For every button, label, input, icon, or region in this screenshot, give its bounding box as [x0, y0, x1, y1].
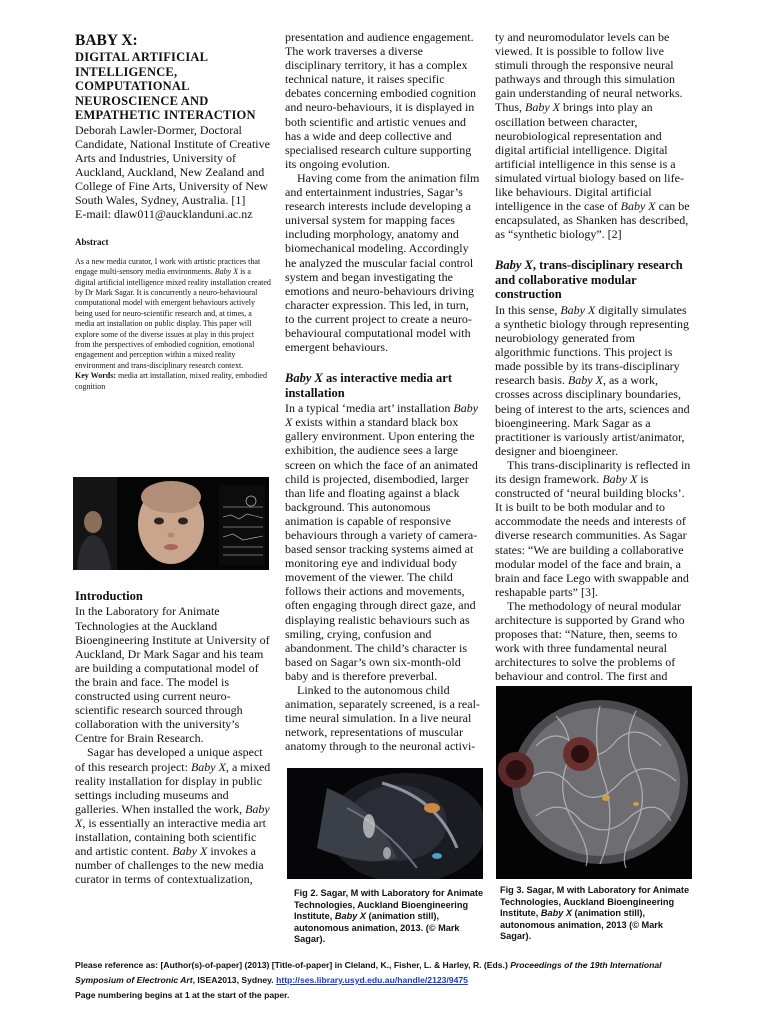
abstract-heading: Abstract	[75, 236, 109, 247]
intro-paragraph-2: Sagar has developed a unique aspect of this research project: Baby X, a mixed reality installation for display in public settings including museums and galleries. When installed the work, Baby X, is essentially an interactive media art installation, containing both scientific and artistic content. Baby X invokes a number of challenges to the new media curator in terms of contextualization,	[75, 745, 271, 887]
col3-paragraph-2: In this sense, Baby X digitally simulates a synthetic biology through representing neurobiology generated from algorithmic functions. This project is made possible by its trans-disciplinary research basis. Baby X, as a work, crosses across disciplinary boundaries, being of interest to the arts, sciences and bioengineering. Mark Sagar as a practitioner is variously artist/animator, designer and bioengineer.	[495, 302, 690, 458]
col2-paragraph-3: In a typical ‘media art’ installation Baby X exists within a standard black box gallery environment. Upon entering the exhibition, the audience sees a large screen on which the face of an animated child is projected, disembodied, larger than life and floating against a black background. This autonomous animation is capable of responsive behaviours through a variety of camera-based sensor tracking systems aimed at monitoring eye and individual body movement of the viewer. The child follows their actions and movements, often engaging through direct gaze, and displaying realistic behaviours such as smiling, crying, confusion and abandonment. The child’s character is based on Sagar’s own six-month-old baby and is therefore preverbal.	[285, 401, 479, 683]
paper-subtitle: DIGITAL ARTIFICIAL INTELLIGENCE, COMPUTATIONAL NEUROSCIENCE AND EMPATHETIC INTERACTION	[75, 50, 256, 122]
col3-paragraph-3: This trans-disciplinarity is reflected in its design framework. Baby X is constructed of ‘neural building blocks’. It is built to be both modular and to accommodate the needs and interests of diverse research communities. As Sagar states: “We are building a collaborative modular model of the face and brain, a brain and face Lego with swappable and reshapable parts” [3].	[495, 457, 691, 599]
author-email: E-mail: dlaw011@aucklanduni.ac.nz	[75, 206, 253, 221]
col2-paragraph-2: Having come from the animation film and entertainment industries, Sagar’s research interests include developing a universal system for mapping faces including morphology, anatomy and biomechanical modeling. Accordingly he analyzed the muscular facial control system and began investigating the emotions and neuro-behaviours driving character expression. This led, in turn, to the current project to create a neuro-behavioural computational model with emergent behaviours.	[285, 170, 480, 355]
section-heading-transdisciplinary: Baby X, trans-disciplinary research and collaborative modular construction	[495, 258, 683, 302]
abstract-text: As a new media curator, I work with artistic practices that engage multi-sensory media environments. Baby X is a digital artificial intelligence mixed reality installation created by Dr Mark Sagar. It is concurrently a neuro-behavioural computational model with emergent behaviours actively being used for neuro-scientific research and, at times, a media art installation on public display. This paper will explore some of the diverse issues at play in this project from the perspectives of embodied cognition, emotional engagement and perception within a mixed reality environment and trans-disciplinary research context.	[75, 256, 271, 370]
section-heading-installation: Baby X as interactive media art installation	[285, 371, 452, 400]
reference-link[interactable]: http://ses.library.usyd.edu.au/handle/2123/9475	[276, 974, 468, 985]
col2-paragraph-1: presentation and audience engagement. The work traverses a diverse disciplinary territory, it has a complex technical nature, it raises specific debates concerning embodied cognition and neuro-behaviours, it is displayed in both scientific and artistic venues and has a wide and deep collective and specialised research culture supporting its ongoing evolution.	[285, 30, 476, 171]
column-2	[285, 30, 481, 754]
fig2-neural-image	[287, 768, 483, 879]
page-numbering-note: Page numbering begins at 1 at the start of the paper.	[75, 989, 290, 1000]
fig3-brain-image	[496, 686, 692, 879]
col3-paragraph-4: The methodology of neural modular architecture is supported by Grand who proposes that: “Nature, then, seems to work with three fundamental neural architectures to solve the problems of behaviour and control. The first and	[495, 598, 685, 684]
author-info: Deborah Lawler-Dormer, Doctoral Candidate, National Institute of Creative Arts and Industries, University of Auckland, Auckland, New Zealand and College of Fine Arts, University of New South Wales, Sydney, Australia. [1]	[75, 122, 270, 207]
column-3	[495, 30, 691, 683]
reference-footer	[75, 958, 695, 1002]
fig3-caption: Fig 3. Sagar, M with Laboratory for Animate Technologies, Auckland Bioengineering Institute, Baby X (animation still), autonomous animation, 2013 (© Mark Sagar).	[500, 885, 690, 941]
fig1-baby-image	[73, 477, 269, 570]
column-1	[75, 30, 271, 886]
paper-title: BABY X:	[75, 32, 138, 49]
intro-heading: Introduction	[75, 588, 143, 603]
col3-paragraph-1: ty and neuromodulator levels can be viewed. It is possible to follow live stimuli through the responsive neural pathways and through this simulation gain understanding of neural networks. Thus, Baby X brings into play an oscillation between character, neurobiological representation and digital artificial intelligence. Digital artificial intelligence in this sense is a simulated virtual biology based on life-like behaviours. Digital artificial intelligence in the case of Baby X can be encapsulated, as Shanken has described, as “synthetic biology”. [2]	[495, 30, 690, 242]
col2-paragraph-4: Linked to the autonomous child animation, separately screened, is a real-time neural simulation. In a live neural network, representations of muscular anatomy through to the neuronal activi-	[285, 683, 480, 754]
fig2-caption: Fig 2. Sagar, M with Laboratory for Animate Technologies, Auckland Bioengineering Institute, Baby X (animation still), autonomous animation, 2013. (© Mark Sagar).	[294, 888, 484, 944]
intro-paragraph-1: In the Laboratory for Animate Technologies at the Auckland Bioengineering Institute at University of Auckland, Dr Mark Sagar and his team are building a computational model of the brain and face. The model is constructed using current neuro-scientific research sourced through collaboration with the university’s Centre for Brain Research.	[75, 604, 270, 746]
reference-note: Please reference as: [Author(s)-of-paper] (2013) [Title-of-paper] in Cleland, K., Fisher, L. & Harley, R. (Eds.) Proceedings of the 19th International Symposium of Electronic Art, ISEA2013, Sydney. http://ses.library.usyd.edu.au/handle/2123/9475	[75, 960, 662, 985]
keywords: Key Words: media art installation, mixed reality, embodied cognition	[75, 371, 267, 391]
